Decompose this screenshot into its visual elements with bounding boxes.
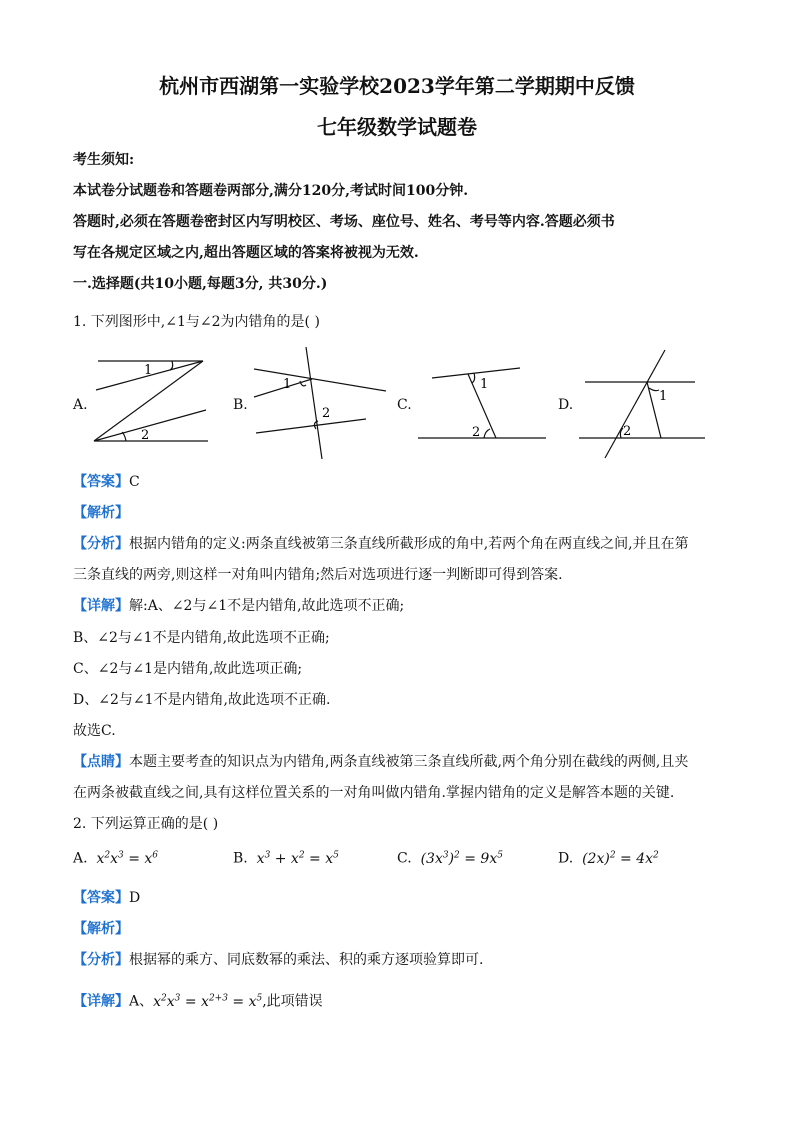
q1-detail-1: [73, 596, 404, 616]
q2-fenxi-text: 根据幂的乘方、同底数幂的乘法、积的乘方逐项验算即可.: [129, 952, 484, 968]
q2-detail: [73, 988, 323, 1012]
q1-dianjing-1: [73, 752, 688, 772]
q1-figure-c: [414, 360, 549, 445]
q2-option-c-expr: $(3x^3)^2 = 9x^5$: [416, 850, 503, 867]
q2-option-d-expr: $(2x)^2 = 4x^2$: [577, 850, 659, 867]
q1-option-a-label: A.: [73, 397, 88, 413]
q1-choose: 故选C.: [73, 723, 116, 739]
notice-heading: 考生须知:: [73, 152, 135, 168]
q2-detail-tag: 【详解】: [73, 993, 129, 1010]
q1-figure-d: [575, 348, 710, 463]
notice-line-2: 答题时,必须在答题卷密封区内写明校区、考场、座位号、姓名、考号等内容.答题必须书: [73, 214, 615, 230]
q2-option-d-label: D.: [558, 850, 574, 867]
q1-detail-2: B、∠2与∠1不是内错角,故此选项不正确;: [73, 630, 330, 646]
section-heading: 一.选择题(共10小题,每题3分, 共30分.): [73, 276, 328, 292]
q2-fenxi: [73, 950, 483, 970]
q1-a-angle-1: 1: [144, 363, 153, 378]
q1-analysis-heading: [73, 503, 129, 523]
q2-detail-suffix: ,此项错误: [262, 993, 323, 1010]
answer-tag: 【答案】: [73, 474, 129, 490]
q2-answer-tag: 【答案】: [73, 890, 129, 906]
dianjing-text-1: 本题主要考查的知识点为内错角,两条直线被第三条直线所截,两个角分别在截线的两侧,且夹: [129, 754, 689, 770]
notice-line-3: 写在各规定区域之内,超出答题区域的答案将被视为无效.: [73, 245, 419, 261]
q1-a-angle-2: 2: [141, 428, 150, 443]
notice-line-1: 本试卷分试题卷和答题卷两部分,满分120分,考试时间100分钟.: [73, 183, 469, 199]
q1-d-angle-1: 1: [659, 389, 668, 404]
q1-option-b-label: B.: [233, 397, 248, 413]
q1-b-angle-1: 1: [283, 377, 292, 392]
q2-stem: 2. 下列运算正确的是( ): [73, 816, 219, 832]
q1-detail-4: D、∠2与∠1不是内错角,故此选项不正确.: [73, 692, 331, 708]
q2-analysis-tag: 【解析】: [73, 921, 129, 937]
q2-fenxi-tag: 【分析】: [73, 952, 129, 968]
q2-option-b-label: B.: [233, 850, 248, 867]
q1-stem: 1. 下列图形中,∠1与∠2为内错角的是( ): [73, 314, 320, 330]
q2-option-d: [558, 850, 659, 867]
q1-figure-b: [250, 343, 390, 463]
q2-option-b: [233, 850, 339, 867]
detail-tag: 【详解】: [73, 598, 129, 614]
q2-option-a-expr: $x^2x^3 = x^6$: [92, 850, 159, 867]
q1-answer: [73, 472, 140, 492]
q2-option-c: [397, 850, 503, 867]
q1-dianjing-2: 在两条被截直线之间,具有这样位置关系的一对角叫做内错角.掌握内错角的定义是解答本题的关键.: [73, 785, 675, 801]
q1-fenxi-2: 三条直线的两旁,则这样一对角叫内错角;然后对选项进行逐一判断即可得到答案.: [73, 567, 563, 583]
q1-figure-a: [88, 355, 213, 445]
fenxi-text-1: 根据内错角的定义:两条直线被第三条直线所截形成的角中,若两个角在两直线之间,并且在第: [129, 536, 689, 552]
q2-detail-prefix: A、: [129, 993, 154, 1010]
q2-option-c-label: C.: [397, 850, 412, 867]
q2-answer: [73, 888, 140, 908]
q1-c-angle-1: 1: [480, 377, 489, 392]
q2-answer-value: D: [129, 890, 141, 906]
analysis-tag: 【解析】: [73, 505, 129, 521]
dianjing-tag: 【点睛】: [73, 754, 129, 770]
q2-option-a-label: A.: [73, 850, 88, 867]
q1-b-angle-2: 2: [322, 406, 331, 421]
exam-subtitle: 七年级数学试题卷: [317, 115, 477, 139]
q1-option-d-label: D.: [558, 397, 574, 413]
answer-value: C: [129, 474, 140, 490]
q1-c-angle-2: 2: [472, 425, 481, 440]
fenxi-tag: 【分析】: [73, 536, 129, 552]
q2-option-a: [73, 850, 158, 867]
q2-analysis-heading: [73, 919, 129, 939]
q1-detail-3: C、∠2与∠1是内错角,故此选项正确;: [73, 661, 303, 677]
detail-text-1: 解:A、∠2与∠1不是内错角,故此选项不正确;: [129, 598, 405, 614]
q2-detail-expr: $x^2x^3 = x^{2+3} = x^5$: [153, 993, 263, 1010]
q1-fenxi-1: [73, 534, 689, 554]
q2-option-b-expr: $x^3 + x^2 = x^5$: [252, 850, 339, 867]
exam-title: 杭州市西湖第一实验学校2023学年第二学期期中反馈: [159, 74, 635, 98]
q1-d-angle-2: 2: [623, 424, 632, 439]
q1-option-c-label: C.: [397, 397, 412, 413]
